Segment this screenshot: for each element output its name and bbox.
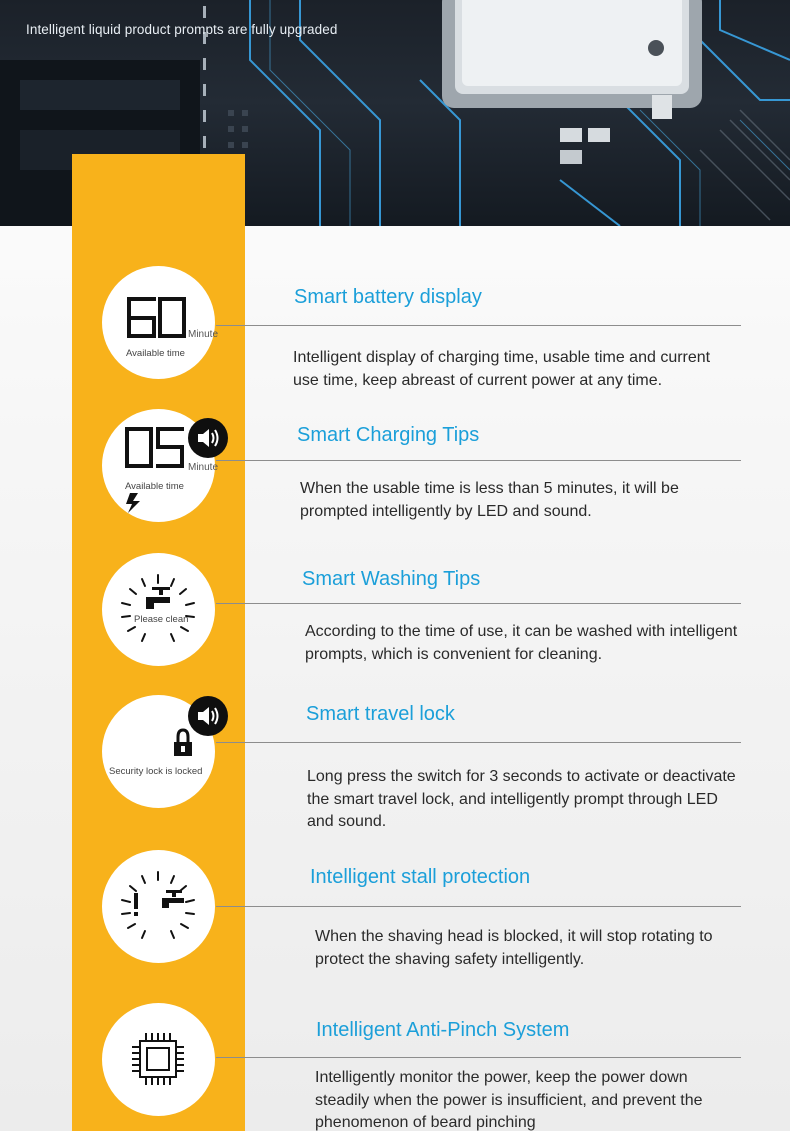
warning-faucet-icon [102, 850, 215, 963]
available-time-label: Available time [126, 348, 185, 359]
feature-title: Smart Washing Tips [302, 568, 481, 590]
feature-title: Smart Charging Tips [297, 424, 480, 446]
divider-line [216, 460, 741, 461]
divider-line [216, 1057, 741, 1058]
faucet-icon [102, 553, 215, 666]
divider-line [216, 325, 741, 326]
feature-description: Long press the switch for 3 seconds to activate or deactivate the smart travel lock, and intelligently prompt through LED and sound. [307, 768, 736, 830]
unit-label: Minute [188, 462, 219, 473]
chip-icon [102, 1003, 215, 1116]
seven-segment-60-icon [102, 266, 215, 379]
charging-bolt-icon [126, 493, 140, 513]
feature-description: Intelligent display of charging time, usable time and current use time, keep abreast of current power at any time. [293, 349, 711, 389]
lock-status-label: Security lock is locked [109, 766, 203, 777]
feature-title: Smart battery display [294, 286, 482, 308]
washing-tips-badge [102, 553, 215, 666]
feature-title: Smart travel lock [306, 703, 455, 725]
feature-description: When the shaving head is blocked, it will stop rotating to protect the shaving safety intelligently. [315, 928, 713, 968]
please-clean-label: Please clean [134, 614, 189, 625]
divider-line [216, 603, 741, 604]
unit-label: Minute [188, 329, 219, 340]
feature-description: According to the time of use, it can be washed with intelligent prompts, which is convenient for cleaning. [305, 623, 738, 663]
feature-title: Intelligent Anti-Pinch System [316, 1019, 570, 1041]
divider-line [216, 906, 741, 907]
available-time-label: Available time [125, 481, 184, 492]
speaker-icon [188, 418, 228, 458]
feature-description: When the usable time is less than 5 minutes, it will be prompted intelligently by LED and sound. [300, 480, 679, 520]
speaker-icon [188, 696, 228, 736]
anti-pinch-badge [102, 1003, 215, 1116]
feature-description: Intelligently monitor the power, keep the power down steadily when the power is insufficient, and prevent the phenomenon of beard pinching [315, 1069, 703, 1131]
banner-headline: Intelligent liquid product prompts are fully upgraded [26, 22, 338, 37]
stall-protection-badge [102, 850, 215, 963]
battery-display-badge [102, 266, 219, 379]
divider-line [216, 742, 741, 743]
feature-title: Intelligent stall protection [310, 866, 531, 888]
